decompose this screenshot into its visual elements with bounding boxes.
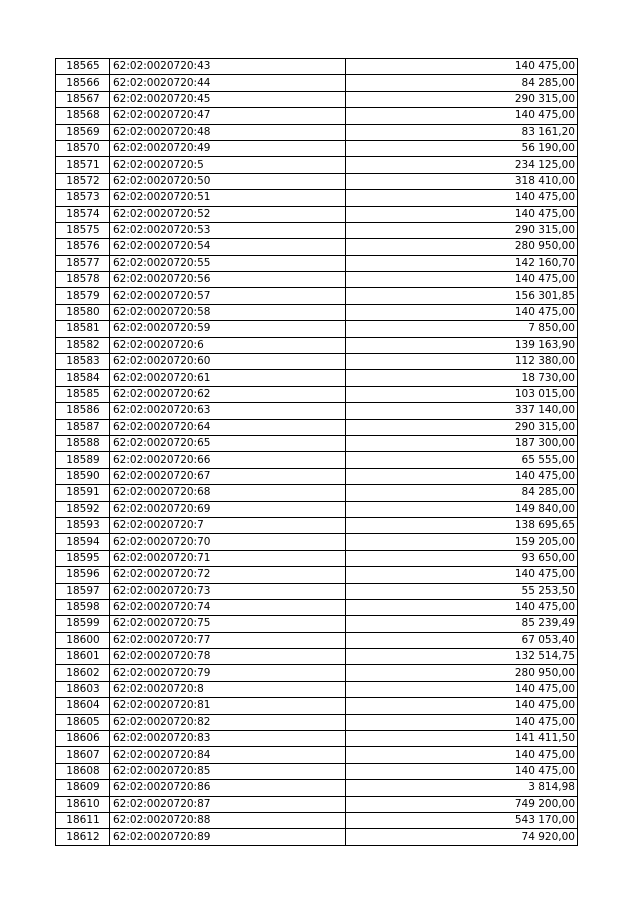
row-number-cell: 18599 xyxy=(56,616,110,632)
value-cell: 290 315,00 xyxy=(346,419,578,435)
row-number-cell: 18589 xyxy=(56,452,110,468)
value-cell: 140 475,00 xyxy=(346,698,578,714)
cadastral-number-cell: 62:02:0020720:82 xyxy=(110,714,346,730)
row-number-cell: 18569 xyxy=(56,124,110,140)
value-cell: 93 650,00 xyxy=(346,550,578,566)
value-cell: 7 850,00 xyxy=(346,321,578,337)
value-cell: 234 125,00 xyxy=(346,157,578,173)
row-number-cell: 18608 xyxy=(56,763,110,779)
row-number-cell: 18593 xyxy=(56,517,110,533)
cadastral-number-cell: 62:02:0020720:60 xyxy=(110,354,346,370)
cadastral-number-cell: 62:02:0020720:43 xyxy=(110,59,346,75)
row-number-cell: 18605 xyxy=(56,714,110,730)
value-cell: 141 411,50 xyxy=(346,731,578,747)
value-cell: 337 140,00 xyxy=(346,403,578,419)
cadastral-number-cell: 62:02:0020720:7 xyxy=(110,517,346,533)
cadastral-number-cell: 62:02:0020720:6 xyxy=(110,337,346,353)
value-cell: 543 170,00 xyxy=(346,812,578,828)
value-cell: 749 200,00 xyxy=(346,796,578,812)
cadastral-number-cell: 62:02:0020720:49 xyxy=(110,140,346,156)
table-row xyxy=(56,386,578,402)
row-number-cell: 18604 xyxy=(56,698,110,714)
table-row xyxy=(56,485,578,501)
cadastral-number-cell: 62:02:0020720:8 xyxy=(110,681,346,697)
row-number-cell: 18573 xyxy=(56,190,110,206)
value-cell: 140 475,00 xyxy=(346,206,578,222)
table-row xyxy=(56,239,578,255)
value-cell: 187 300,00 xyxy=(346,435,578,451)
table-row xyxy=(56,403,578,419)
value-cell: 132 514,75 xyxy=(346,649,578,665)
row-number-cell: 18612 xyxy=(56,829,110,845)
table-row xyxy=(56,91,578,107)
cadastral-number-cell: 62:02:0020720:61 xyxy=(110,370,346,386)
table-row xyxy=(56,354,578,370)
value-cell: 140 475,00 xyxy=(346,468,578,484)
value-cell: 290 315,00 xyxy=(346,91,578,107)
value-cell: 83 161,20 xyxy=(346,124,578,140)
table-row xyxy=(56,157,578,173)
value-cell: 65 555,00 xyxy=(346,452,578,468)
table-row xyxy=(56,124,578,140)
table-row xyxy=(56,550,578,566)
cadastral-number-cell: 62:02:0020720:84 xyxy=(110,747,346,763)
cadastral-number-cell: 62:02:0020720:5 xyxy=(110,157,346,173)
row-number-cell: 18603 xyxy=(56,681,110,697)
cadastral-number-cell: 62:02:0020720:71 xyxy=(110,550,346,566)
row-number-cell: 18597 xyxy=(56,583,110,599)
row-number-cell: 18574 xyxy=(56,206,110,222)
value-cell: 112 380,00 xyxy=(346,354,578,370)
value-cell: 85 239,49 xyxy=(346,616,578,632)
value-cell: 139 163,90 xyxy=(346,337,578,353)
value-cell: 159 205,00 xyxy=(346,534,578,550)
row-number-cell: 18575 xyxy=(56,222,110,238)
table-row xyxy=(56,599,578,615)
value-cell: 290 315,00 xyxy=(346,222,578,238)
cadastral-number-cell: 62:02:0020720:79 xyxy=(110,665,346,681)
row-number-cell: 18583 xyxy=(56,354,110,370)
row-number-cell: 18606 xyxy=(56,731,110,747)
table-row xyxy=(56,796,578,812)
cadastral-number-cell: 62:02:0020720:58 xyxy=(110,304,346,320)
row-number-cell: 18586 xyxy=(56,403,110,419)
row-number-cell: 18588 xyxy=(56,435,110,451)
cadastral-number-cell: 62:02:0020720:87 xyxy=(110,796,346,812)
table-row xyxy=(56,190,578,206)
row-number-cell: 18576 xyxy=(56,239,110,255)
value-cell: 140 475,00 xyxy=(346,304,578,320)
table-row xyxy=(56,108,578,124)
table-row xyxy=(56,763,578,779)
row-number-cell: 18577 xyxy=(56,255,110,271)
cadastral-number-cell: 62:02:0020720:44 xyxy=(110,75,346,91)
table-row xyxy=(56,255,578,271)
table-row xyxy=(56,321,578,337)
cadastral-number-cell: 62:02:0020720:73 xyxy=(110,583,346,599)
value-cell: 138 695,65 xyxy=(346,517,578,533)
cadastral-value-table xyxy=(55,58,578,846)
row-number-cell: 18596 xyxy=(56,567,110,583)
table-row xyxy=(56,59,578,75)
table-row xyxy=(56,370,578,386)
table-row xyxy=(56,140,578,156)
cadastral-number-cell: 62:02:0020720:68 xyxy=(110,485,346,501)
table-row xyxy=(56,747,578,763)
row-number-cell: 18565 xyxy=(56,59,110,75)
value-cell: 140 475,00 xyxy=(346,681,578,697)
table-row xyxy=(56,501,578,517)
row-number-cell: 18570 xyxy=(56,140,110,156)
row-number-cell: 18598 xyxy=(56,599,110,615)
cadastral-number-cell: 62:02:0020720:69 xyxy=(110,501,346,517)
row-number-cell: 18587 xyxy=(56,419,110,435)
table-row xyxy=(56,583,578,599)
value-cell: 84 285,00 xyxy=(346,75,578,91)
value-cell: 156 301,85 xyxy=(346,288,578,304)
value-cell: 140 475,00 xyxy=(346,272,578,288)
cadastral-number-cell: 62:02:0020720:55 xyxy=(110,255,346,271)
row-number-cell: 18607 xyxy=(56,747,110,763)
cadastral-number-cell: 62:02:0020720:56 xyxy=(110,272,346,288)
row-number-cell: 18578 xyxy=(56,272,110,288)
table-row xyxy=(56,812,578,828)
value-cell: 140 475,00 xyxy=(346,190,578,206)
cadastral-number-cell: 62:02:0020720:47 xyxy=(110,108,346,124)
row-number-cell: 18611 xyxy=(56,812,110,828)
row-number-cell: 18601 xyxy=(56,649,110,665)
cadastral-number-cell: 62:02:0020720:63 xyxy=(110,403,346,419)
cadastral-number-cell: 62:02:0020720:67 xyxy=(110,468,346,484)
table-row xyxy=(56,829,578,845)
value-cell: 56 190,00 xyxy=(346,140,578,156)
cadastral-number-cell: 62:02:0020720:86 xyxy=(110,780,346,796)
table-row xyxy=(56,337,578,353)
cadastral-number-cell: 62:02:0020720:89 xyxy=(110,829,346,845)
cadastral-number-cell: 62:02:0020720:64 xyxy=(110,419,346,435)
row-number-cell: 18579 xyxy=(56,288,110,304)
row-number-cell: 18584 xyxy=(56,370,110,386)
table-row xyxy=(56,731,578,747)
row-number-cell: 18602 xyxy=(56,665,110,681)
table-row xyxy=(56,649,578,665)
row-number-cell: 18592 xyxy=(56,501,110,517)
row-number-cell: 18580 xyxy=(56,304,110,320)
cadastral-number-cell: 62:02:0020720:57 xyxy=(110,288,346,304)
table-row xyxy=(56,288,578,304)
value-cell: 140 475,00 xyxy=(346,714,578,730)
table-row xyxy=(56,452,578,468)
row-number-cell: 18595 xyxy=(56,550,110,566)
table-row xyxy=(56,681,578,697)
table-row xyxy=(56,304,578,320)
table-body xyxy=(56,59,578,846)
cadastral-number-cell: 62:02:0020720:74 xyxy=(110,599,346,615)
value-cell: 67 053,40 xyxy=(346,632,578,648)
value-cell: 140 475,00 xyxy=(346,59,578,75)
value-cell: 103 015,00 xyxy=(346,386,578,402)
cadastral-number-cell: 62:02:0020720:81 xyxy=(110,698,346,714)
row-number-cell: 18610 xyxy=(56,796,110,812)
table-row xyxy=(56,435,578,451)
row-number-cell: 18571 xyxy=(56,157,110,173)
row-number-cell: 18566 xyxy=(56,75,110,91)
value-cell: 280 950,00 xyxy=(346,239,578,255)
table-row xyxy=(56,173,578,189)
value-cell: 140 475,00 xyxy=(346,567,578,583)
row-number-cell: 18609 xyxy=(56,780,110,796)
row-number-cell: 18594 xyxy=(56,534,110,550)
row-number-cell: 18581 xyxy=(56,321,110,337)
value-cell: 3 814,98 xyxy=(346,780,578,796)
table-row xyxy=(56,534,578,550)
cadastral-number-cell: 62:02:0020720:53 xyxy=(110,222,346,238)
cadastral-number-cell: 62:02:0020720:78 xyxy=(110,649,346,665)
table-row xyxy=(56,616,578,632)
table-row xyxy=(56,222,578,238)
table-row xyxy=(56,714,578,730)
table-row xyxy=(56,665,578,681)
value-cell: 18 730,00 xyxy=(346,370,578,386)
cadastral-number-cell: 62:02:0020720:62 xyxy=(110,386,346,402)
table-row xyxy=(56,75,578,91)
table-row xyxy=(56,419,578,435)
table-row xyxy=(56,272,578,288)
value-cell: 140 475,00 xyxy=(346,747,578,763)
cadastral-number-cell: 62:02:0020720:83 xyxy=(110,731,346,747)
row-number-cell: 18591 xyxy=(56,485,110,501)
cadastral-number-cell: 62:02:0020720:48 xyxy=(110,124,346,140)
cadastral-number-cell: 62:02:0020720:50 xyxy=(110,173,346,189)
table-row xyxy=(56,517,578,533)
table-row xyxy=(56,206,578,222)
cadastral-number-cell: 62:02:0020720:77 xyxy=(110,632,346,648)
cadastral-number-cell: 62:02:0020720:66 xyxy=(110,452,346,468)
row-number-cell: 18590 xyxy=(56,468,110,484)
value-cell: 280 950,00 xyxy=(346,665,578,681)
value-cell: 318 410,00 xyxy=(346,173,578,189)
cadastral-number-cell: 62:02:0020720:65 xyxy=(110,435,346,451)
cadastral-number-cell: 62:02:0020720:70 xyxy=(110,534,346,550)
cadastral-number-cell: 62:02:0020720:45 xyxy=(110,91,346,107)
table-row xyxy=(56,567,578,583)
table-row xyxy=(56,780,578,796)
value-cell: 140 475,00 xyxy=(346,108,578,124)
table-row xyxy=(56,698,578,714)
cadastral-number-cell: 62:02:0020720:75 xyxy=(110,616,346,632)
cadastral-number-cell: 62:02:0020720:59 xyxy=(110,321,346,337)
value-cell: 149 840,00 xyxy=(346,501,578,517)
row-number-cell: 18572 xyxy=(56,173,110,189)
row-number-cell: 18582 xyxy=(56,337,110,353)
value-cell: 74 920,00 xyxy=(346,829,578,845)
table-row xyxy=(56,468,578,484)
cadastral-number-cell: 62:02:0020720:85 xyxy=(110,763,346,779)
cadastral-number-cell: 62:02:0020720:88 xyxy=(110,812,346,828)
row-number-cell: 18585 xyxy=(56,386,110,402)
table-row xyxy=(56,632,578,648)
cadastral-number-cell: 62:02:0020720:72 xyxy=(110,567,346,583)
cadastral-number-cell: 62:02:0020720:54 xyxy=(110,239,346,255)
cadastral-number-cell: 62:02:0020720:51 xyxy=(110,190,346,206)
value-cell: 84 285,00 xyxy=(346,485,578,501)
row-number-cell: 18600 xyxy=(56,632,110,648)
value-cell: 142 160,70 xyxy=(346,255,578,271)
value-cell: 140 475,00 xyxy=(346,599,578,615)
row-number-cell: 18568 xyxy=(56,108,110,124)
row-number-cell: 18567 xyxy=(56,91,110,107)
cadastral-number-cell: 62:02:0020720:52 xyxy=(110,206,346,222)
value-cell: 55 253,50 xyxy=(346,583,578,599)
value-cell: 140 475,00 xyxy=(346,763,578,779)
